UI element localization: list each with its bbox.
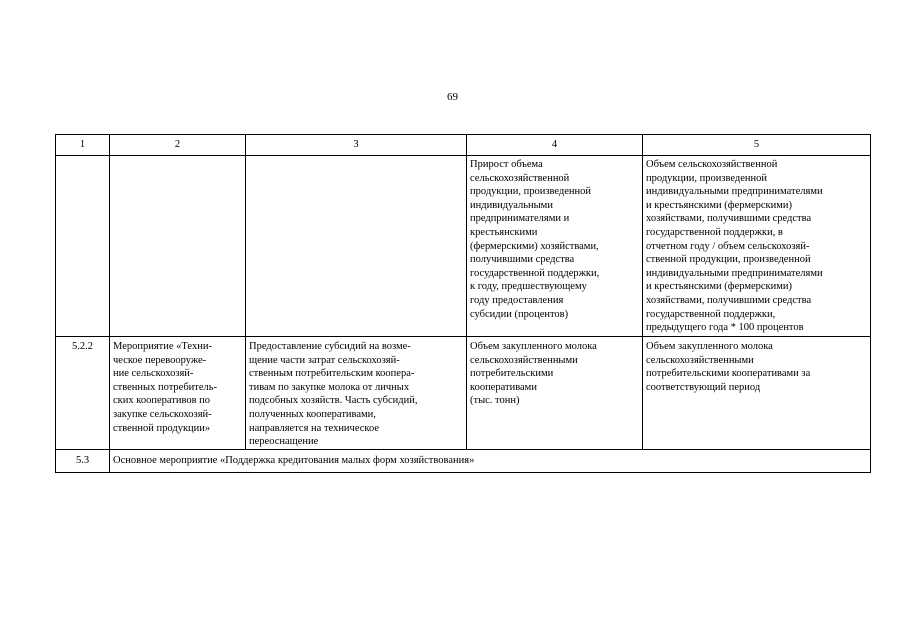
column-number-2: 2: [110, 135, 246, 156]
table-row: [56, 337, 871, 450]
item-number-cell: 5.3: [56, 449, 110, 472]
cell-empty: [246, 156, 467, 337]
item-number-cell: 5.2.2: [56, 337, 110, 450]
table-row: [56, 156, 871, 337]
indicator-name-cell: Прирост объема сельскохозяйственной продукции, произведенной индивидуальными предпринимателями и крестьянскими (фермерскими) хозяйствами, получившими средства государственной поддержки, к году, предшествующему году предоставления субсидии (процентов): [467, 156, 643, 337]
column-number-3: 3: [246, 135, 467, 156]
table-header-row: [56, 135, 871, 156]
program-table: [55, 134, 871, 473]
main-measure-cell: Основное мероприятие «Поддержка кредитования малых форм хозяйствования»: [110, 449, 871, 472]
measure-description-cell: Предоставление субсидий на возме- щение части затрат сельскохозяй- ственным потребительским коопера- тивам по закупке молока от личных подсобных хозяйств. Часть субсидий, полученных кооперативами, направляется на техническое переоснащение: [246, 337, 467, 450]
column-number-1: 1: [56, 135, 110, 156]
column-number-4: 4: [467, 135, 643, 156]
measure-name-cell: Мероприятие «Техни- ческое перевооруже- ние сельскохозяй- ственных потребитель- ских кооперативов по закупке сельскохозяй- ственной продукции»: [110, 337, 246, 450]
indicator-formula-cell: Объем сельскохозяйственной продукции, произведенной индивидуальными предпринимателями и крестьянскими (фермерскими) хозяйствами, получившими средства государственной поддержки, в отчетном году / объем сельскохозяй- ственной продукции, произведенной индивидуальными предпринимателями и крестьянскими (фермерскими) хозяйствами, получившими средства государственной поддержки, предыдущего года * 100 процентов: [643, 156, 871, 337]
table-row: [56, 449, 871, 472]
indicator-name-cell: Объем закупленного молока сельскохозяйственными потребительскими кооперативами (тыс. тонн): [467, 337, 643, 450]
cell-empty: [110, 156, 246, 337]
indicator-formula-cell: Объем закупленного молока сельскохозяйственными потребительскими кооперативами за соответствующий период: [643, 337, 871, 450]
cell-empty: [56, 156, 110, 337]
column-number-5: 5: [643, 135, 871, 156]
page-number: 69: [447, 91, 458, 103]
